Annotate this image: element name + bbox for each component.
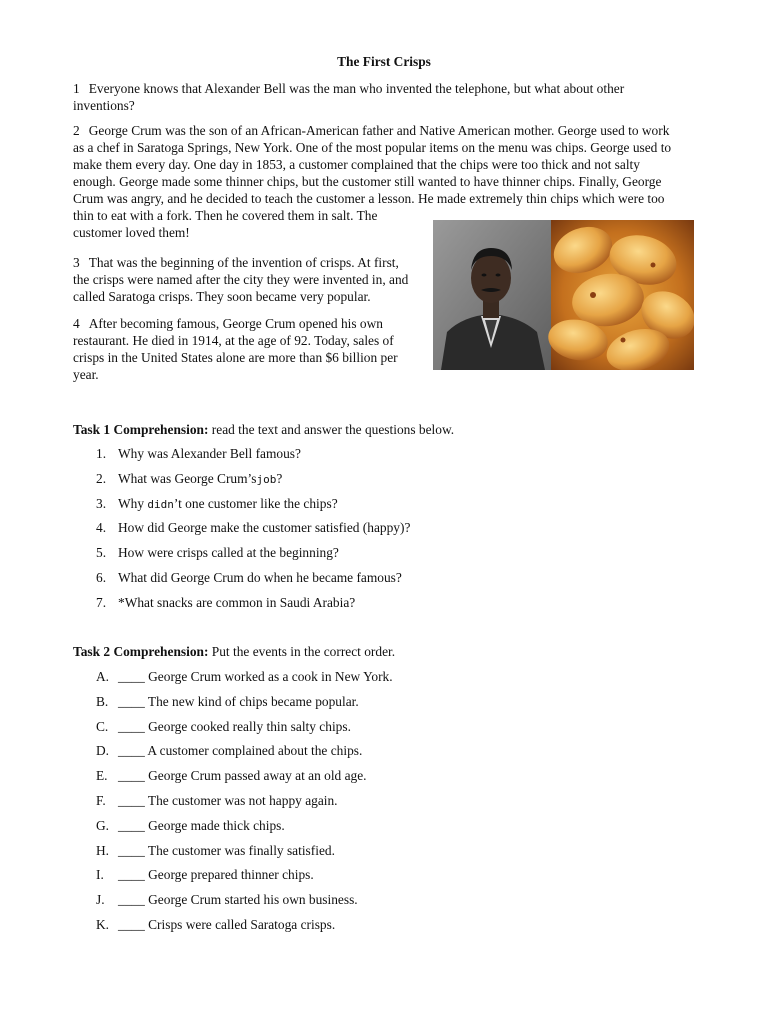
- george-crum-and-crisps-photo: [433, 220, 694, 370]
- question-number: 6.: [96, 569, 107, 585]
- paragraph-line: Crum was angry, and he decided to teach the customer a lesson. He made extremely thin chips which were too: [73, 191, 665, 206]
- question-number: 4.: [96, 520, 107, 536]
- event-text: ____ George made thick chips.: [118, 817, 285, 833]
- question-text: What did George Crum do when he became famous?: [118, 569, 402, 585]
- question-text: Why was Alexander Bell famous?: [118, 446, 301, 461]
- paragraph-line: year.: [73, 367, 99, 382]
- question-text-part: job: [256, 472, 277, 486]
- paragraph-line: After becoming famous, George Crum opened his own: [88, 316, 383, 331]
- document-title: The First Crisps: [337, 54, 431, 69]
- task-2-heading: [73, 643, 395, 660]
- event-text: ____ A customer complained about the chips.: [118, 743, 363, 759]
- question-text-part: ?: [276, 470, 283, 486]
- event-text: ____ George Crum passed away at an old age.: [118, 768, 367, 784]
- event-letter: G.: [96, 817, 110, 833]
- question-text-part: didn: [147, 497, 174, 511]
- task-1-instruction: read the text and answer the questions below.: [208, 422, 455, 437]
- task-1-heading: [73, 421, 454, 438]
- paragraph-line: called Saratoga crisps. They soon became very popular.: [73, 289, 371, 304]
- paragraph-4: [73, 315, 398, 383]
- paragraph-line: George Crum was the son of an African-American father and Native American mother. George used to work: [88, 123, 670, 138]
- event-letter: D.: [96, 743, 110, 759]
- paragraph-line: Everyone knows that Alexander Bell was the man who invented the telephone, but what about other: [88, 81, 625, 96]
- paragraph-line: enough. George made some thinner chips, but the customer still wanted to have thinner chips. Finally, George: [73, 174, 662, 189]
- paragraph-line: as a chef in Saratoga Springs, New York. One of the most popular items on the menu was chips. George used to: [73, 140, 672, 155]
- event-text: ____ The new kind of chips became popular.: [118, 693, 359, 709]
- event-letter: E.: [96, 768, 108, 784]
- event-text: ____ Crisps were called Saratoga crisps.: [118, 916, 336, 932]
- event-text: ____ George Crum worked as a cook in New York.: [118, 669, 393, 684]
- question-number: 2.: [96, 470, 107, 486]
- question-number: 7.: [96, 594, 107, 610]
- paragraph-number: 3: [73, 255, 80, 270]
- event-letter: I.: [96, 867, 104, 883]
- paragraph-line: crisps in the United States alone are more than $6 billion per: [73, 350, 398, 365]
- event-letter: F.: [96, 792, 106, 808]
- event-text: ____ George prepared thinner chips.: [118, 867, 314, 883]
- event-letter: K.: [96, 916, 110, 932]
- paragraph-line: the crisps were named after the city they were invented in, and: [73, 272, 409, 287]
- question-text: [118, 495, 338, 513]
- event-letter: H.: [96, 842, 110, 858]
- event-letter: A.: [96, 669, 110, 684]
- paragraph-number: 1: [73, 81, 80, 96]
- paragraph-line: That was the beginning of the invention of crisps. At first,: [88, 255, 399, 270]
- event-letter: C.: [96, 718, 109, 734]
- question-text-part: ’t one customer like the chips?: [173, 495, 338, 511]
- paragraph-line: restaurant. He died in 1914, at the age of 92. Today, sales of: [73, 333, 394, 348]
- event-text: ____ George Crum started his own business.: [118, 892, 358, 908]
- task-1-label: Task 1 Comprehension:: [73, 422, 209, 437]
- paragraph-number: 4: [73, 316, 80, 331]
- task-2-instruction: Put the events in the correct order.: [208, 644, 396, 659]
- event-letter: J.: [96, 892, 105, 908]
- event-letter: B.: [96, 693, 109, 709]
- question-text-part: What was George Crum’s: [118, 470, 257, 486]
- paragraph-3: [73, 254, 408, 305]
- paragraph-line: make them every day. One day in 1853, a customer complained that the chips were too thick and not salty: [73, 157, 640, 172]
- paragraph-number: 2: [73, 123, 80, 138]
- question-text: How were crisps called at the beginning?: [118, 545, 339, 561]
- question-number: 3.: [96, 495, 107, 511]
- paragraph-line: thin to eat with a fork. Then he covered them in salt. The: [73, 208, 378, 223]
- crisps-image: [545, 220, 694, 370]
- question-number: 1.: [96, 446, 107, 461]
- event-text: ____ George cooked really thin salty chips.: [118, 718, 351, 734]
- paragraph-line: customer loved them!: [73, 225, 190, 240]
- task-2-label: Task 2 Comprehension:: [73, 644, 209, 659]
- question-text: *What snacks are common in Saudi Arabia?: [118, 594, 356, 610]
- event-text: ____ The customer was not happy again.: [118, 792, 338, 808]
- paragraph-line: inventions?: [73, 98, 135, 113]
- question-text-part: Why: [118, 495, 148, 511]
- question-number: 5.: [96, 545, 107, 561]
- question-text: [118, 470, 282, 488]
- question-text: How did George make the customer satisfied (happy)?: [118, 520, 411, 536]
- paragraph-1: [73, 80, 624, 114]
- event-text: ____ The customer was finally satisfied.: [118, 842, 335, 858]
- portrait-image: [433, 220, 551, 370]
